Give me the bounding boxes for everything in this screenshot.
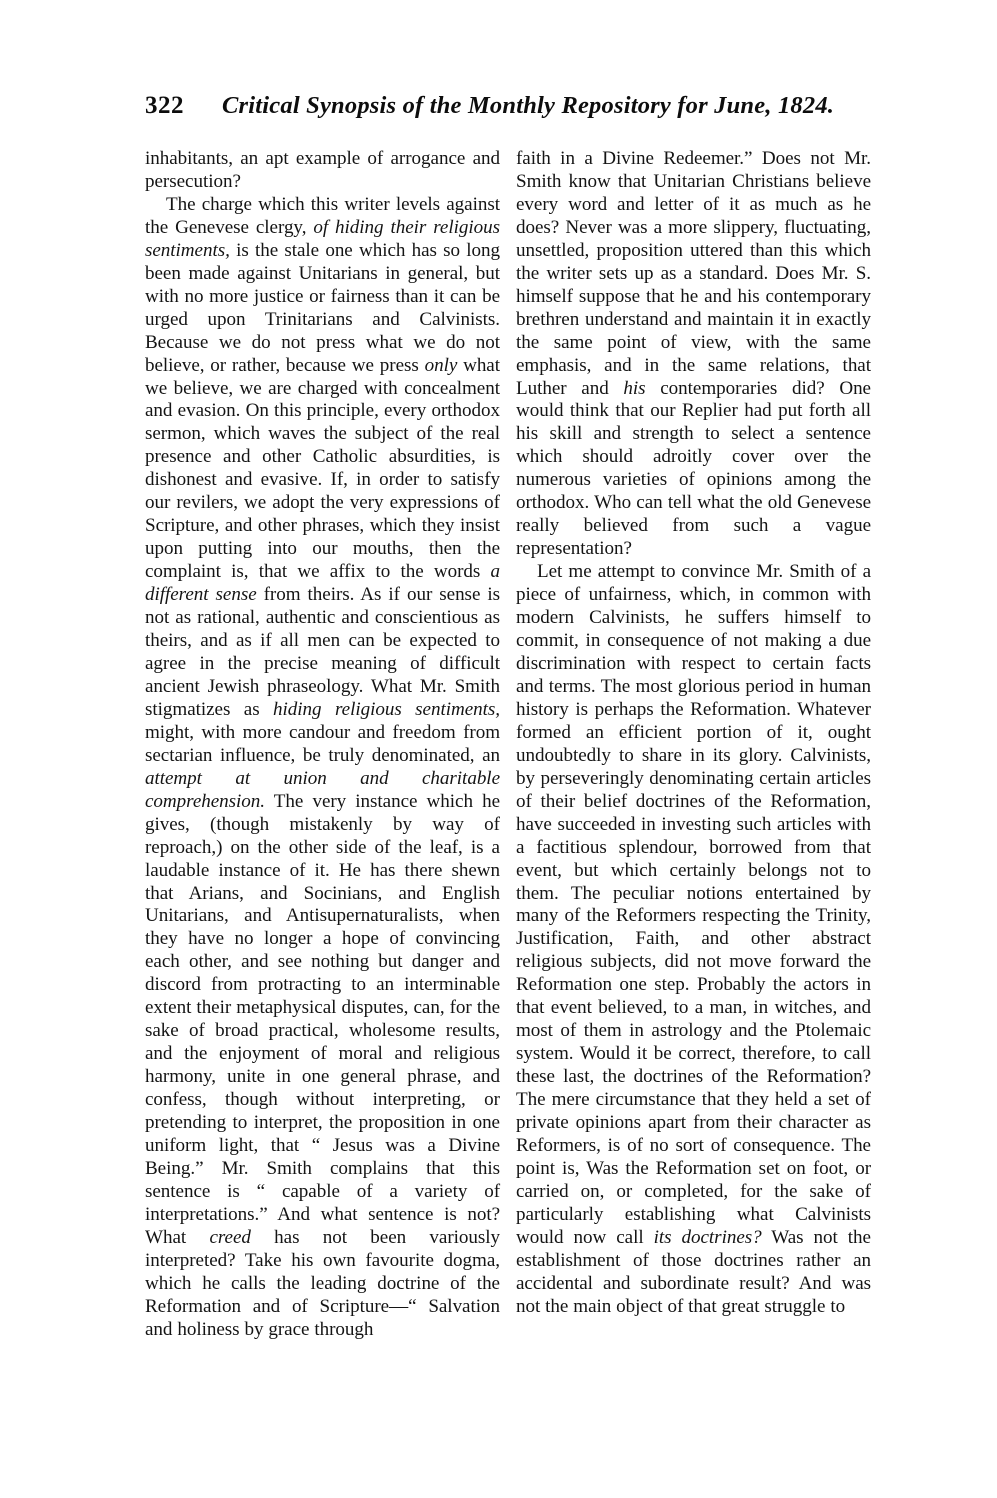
emphasised-phrase: its doctrines?: [653, 1226, 762, 1248]
right-text-column: [516, 148, 871, 1443]
emphasised-phrase: creed: [209, 1226, 251, 1248]
emphasised-phrase: attempt at union and charitable comprehension.: [145, 767, 500, 812]
emphasised-phrase: his: [623, 377, 646, 399]
emphasised-phrase: of hiding their religious sentiments,: [145, 216, 500, 261]
running-head-title: Critical Synopsis of the Monthly Repository for June, 1824.: [222, 92, 835, 119]
body-paragraph: The charge which this writer levels against the Genevese clergy, of hiding their religious sentiments, is the stale one which has so long been made against Unitarians in general, but with no more justice or fairness than it can be urged upon Trinitarians and Calvinists. Because we do not press what we do not believe, or rather, because we press only what we believe, we are charged with concealment and evasion. On this principle, every orthodox sermon, which waves the subject of the real presence and other Catholic absurdities, is dishonest and evasive. If, in order to satisfy our revilers, we adopt the very expressions of Scripture, and other phrases, which they insist upon putting into our mouths, then the complaint is, that we affix to the words a different sense from theirs. As if our sense is not as rational, authentic and conscientious as theirs, and as if all men can be expected to agree in the precise meaning of difficult ancient Jewish phraseology. What Mr. Smith stigmatizes as hiding religious sentiments, might, with more candour and freedom from sectarian influence, be truly denominated, an attempt at union and charitable comprehension. The very instance which he gives, (though mistakenly by way of reproach,) on the other side of the leaf, is a laudable instance of it. He has there shewn that Arians, and Socinians, and English Unitarians, and Antisupernaturalists, when they have no longer a hope of convincing each other, and see nothing but danger and discord from protracting to an interminable extent their metaphysical disputes, can, for the sake of broad practical, wholesome results, and the enjoyment of moral and religious harmony, unite in one general phrase, and confess, though without interpreting, or pretending to interpret, the proposition in one uniform light, that “ Jesus was a Divine Being.” Mr. Smith complains that this sentence is “ capable of a variety of interpretations.” And what sentence is not? What creed has not been variously interpreted? Take his own favourite dogma, which he calls the leading doctrine of the Reformation and of Scripture—“ Salvation and holiness by grace through: [145, 193, 501, 1340]
emphasised-phrase: hiding religious sentiments,: [273, 698, 500, 720]
emphasised-phrase: only: [424, 354, 458, 376]
body-paragraph: Let me attempt to convince Mr. Smith of a piece of unfairness, which, in common with modern Calvinists, he suffers himself to commit, in consequence of not making a due discrimination with respect to certain facts and terms. The most glorious period in human history is perhaps the Reformation. Whatever formed an efficient portion of it, ought undoubtedly to share in its glory. Calvinists, by perseveringly denominating certain articles of their belief doctrines of the Reformation, have succeeded in investing such articles with a factitious splendour, borrowed from that event, but which certainly belongs not to them. The peculiar notions entertained by many of the Reformers respecting the Trinity, Justification, Faith, and other abstract religious subjects, did not move forward the Reformation one step. Probably the actors in that event believed, to a man, in witches, and most of them in astrology and the Ptolemaic system. Would it be correct, therefore, to call these last, the doctrines of the Reformation? The mere circumstance that they held a set of private opinions apart from their character as Reformers, is of no sort of consequence. The point is, Was the Reformation set on foot, or carried on, or completed, for the sake of particularly establishing what Calvinists would now call its doctrines? Was not the establishment of those doctrines rather an accidental and subordinate result? And was not the main object of that great struggle to: [516, 561, 871, 1317]
left-text-column: [145, 148, 500, 1443]
emphasised-phrase: a different sense: [145, 561, 500, 606]
two-column-text-body: [145, 148, 871, 1443]
running-head: [145, 92, 871, 126]
body-paragraph: faith in a Divine Redeemer.” Does not Mr. Smith know that Unitarian Christians believe every word and letter of it as much as he does? Never was a more slippery, fluctuating, unsettled, proposition uttered than this which the writer sets up as a standard. Does Mr. S. himself suppose that he and his contemporary brethren understand and maintain it in exactly the same point of view, with the same emphasis, and in the same relations, that Luther and his contemporaries did? One would think that our Replier had put forth all his skill and strength to select a sentence which should adroitly cover over the numerous varieties of opinions among the orthodox. Who can tell what the old Genevese really believed from such a vague representation?: [516, 148, 871, 560]
body-paragraph: inhabitants, an apt example of arrogance and persecution?: [145, 148, 500, 192]
page-folio-number: 322: [145, 92, 184, 119]
